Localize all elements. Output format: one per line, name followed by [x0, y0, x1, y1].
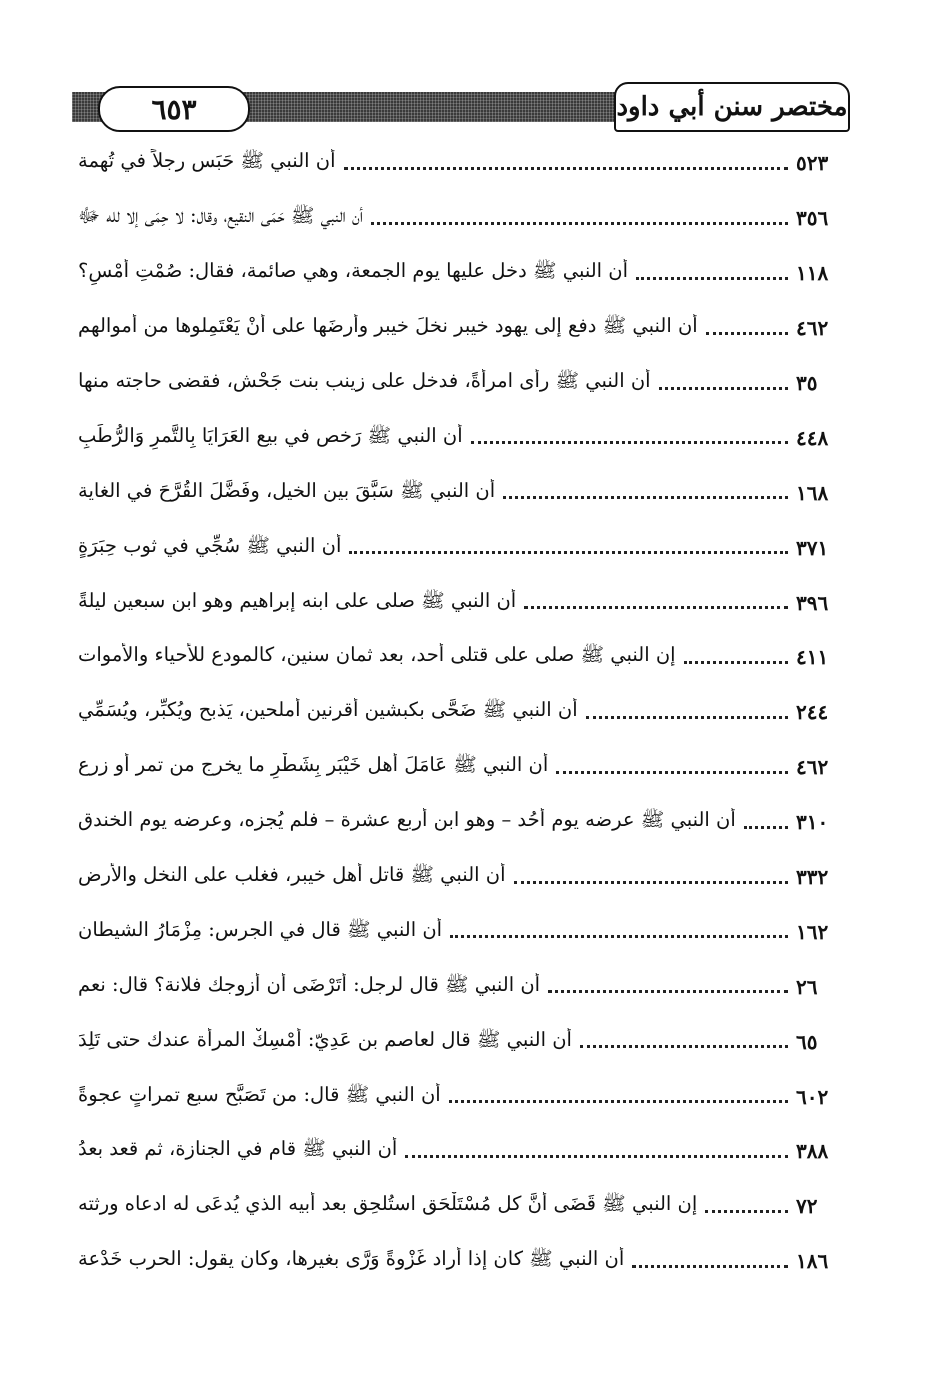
page-ref: ٤٦٢: [796, 755, 829, 780]
page-ref: ٣١٠: [796, 810, 829, 835]
entry-text: إن النبي ﷺ صلى على قتلى أُحد، بعد ثمان سنين، كالمودع للأحياء والأموات: [78, 643, 676, 667]
dot-leader: [471, 439, 788, 444]
page-ref: ٣٣٢: [796, 865, 829, 890]
index-row: [78, 136, 852, 191]
entry-text: أن النبي ﷺ دفع إلى يهود خيبر نخلَ خيبر وأرضَها على أنْ يَعْتَمِلوها من أموالهم: [78, 314, 698, 338]
page-number: ٦٥٣: [98, 86, 250, 132]
entry-text: أن النبي ﷺ دخل عليها يوم الجمعة، وهي صائمة، فقال: صُمْتِ أمْسِ؟: [78, 259, 629, 283]
index-row: [78, 959, 852, 1014]
index-row: [78, 191, 852, 246]
index-row: [78, 850, 852, 905]
dot-leader: [586, 714, 788, 719]
dot-leader: [684, 659, 788, 664]
index-row: [78, 356, 852, 411]
dot-leader: [744, 824, 788, 829]
index-row: [78, 1234, 852, 1289]
page-ref: ٢٤٤: [796, 700, 829, 725]
dot-leader: [632, 1263, 788, 1268]
dot-leader: [580, 1043, 788, 1048]
index-row: [78, 1014, 852, 1069]
page-header: [72, 82, 850, 132]
page-ref: ٤١١: [796, 645, 829, 670]
entry-text: أن النبي ﷺ عرضه يوم أُحُد – وهو ابن أربع عشرة – فلم يُجزه، وعرضه يوم الخندق: [78, 808, 736, 832]
index-row: [78, 685, 852, 740]
entry-text: أن النبي ﷺ قال لعاصم بن عَدِيّ: أمْسِكْ المرأة عندك حتى تَلِدَ: [78, 1027, 572, 1051]
index-row: [78, 1069, 852, 1124]
dot-leader: [514, 879, 789, 884]
dot-leader: [556, 769, 788, 774]
entry-text: أن النبي ﷺ حَبَس رجلاً في تُهمة: [78, 149, 336, 173]
index-row: [78, 1179, 852, 1234]
dot-leader: [705, 1208, 788, 1213]
page-ref: ٦٥: [796, 1029, 818, 1054]
entry-text: أن النبي ﷺ سُجِّي في ثوب حِبَرَةٍ: [78, 533, 342, 557]
entry-text: أن النبي ﷺ كان إذا أراد غَزْوةً وَرَّى بغيرها، وكان يقول: الحرب خَدْعة: [78, 1247, 625, 1271]
page-ref: ٤٤٨: [796, 425, 829, 450]
dot-leader: [706, 330, 788, 335]
entry-text: أن النبي ﷺ قام في الجنازة، ثم قعد بعدُ: [78, 1137, 398, 1161]
page-ref: ١٦٨: [796, 480, 829, 505]
entry-text: أن النبي ﷺ قاتل أهل خيبر، فغلب على النخل والأرض: [78, 863, 506, 887]
index-row: [78, 465, 852, 520]
index-row: [78, 740, 852, 795]
index-row: [78, 301, 852, 356]
index-row: [78, 630, 852, 685]
dot-leader: [405, 1153, 788, 1158]
dot-leader: [503, 494, 788, 499]
entry-text: أن النبي ﷺ صلى على ابنه إبراهيم وهو ابن سبعين ليلةً: [78, 588, 517, 612]
entry-text: أن النبي ﷺ ضَحَّى بكبشين أقرنين أملحين، يَذبح ويُكبِّر، ويُسَمِّي: [78, 698, 578, 722]
entry-text: أن النبي ﷺ عَامَلَ أهل خَيْبَر بِشَطْرِ ما يخرج من تمر أو زرع: [78, 753, 549, 777]
index-row: [78, 410, 852, 465]
entry-text: أن النبي ﷺ قال في الجرس: مِزْمَارُ الشيطان: [78, 917, 443, 941]
dot-leader: [349, 549, 788, 554]
entry-text: أن النبي ﷺ رَخص في بيع العَرَايَا بِالتَّمرِ وَالرُّطَبِ: [78, 423, 463, 447]
entry-text: إن النبي ﷺ قَضَى أنَّ كل مُسْتَلْحَق استُلحِق بعد أبيه الذي يُدعَى له ادعاه ورثته: [78, 1192, 698, 1216]
index-row: [78, 795, 852, 850]
page-ref: ٤٦٢: [796, 316, 829, 341]
page-ref: ٣٨٨: [796, 1139, 829, 1164]
page-ref: ٣٧١: [796, 535, 829, 560]
index-row: [78, 520, 852, 575]
page-ref: ٦٠٢: [796, 1084, 829, 1109]
page-ref: ١٨٦: [796, 1249, 829, 1274]
page-ref: ٢٦: [796, 974, 818, 999]
entry-text: أن النبي ﷺ سَبَّقَ بين الخيل، وفَضَّلَ القُرَّحَ في الغاية: [78, 478, 496, 502]
page-ref: ١٦٢: [796, 919, 829, 944]
dot-leader: [449, 1098, 788, 1103]
page-ref: ٣٩٦: [796, 590, 829, 615]
index-row: [78, 575, 852, 630]
dot-leader: [524, 604, 788, 609]
dot-leader: [548, 988, 788, 993]
hadith-index-list: [78, 136, 852, 1289]
dot-leader: [450, 933, 788, 938]
dot-leader: [371, 220, 788, 225]
dot-leader: [636, 275, 788, 280]
entry-text: أن النبي ﷺ حَمَى النقيع، وقال: لا حِمَى إلا لله ﷻ: [78, 204, 363, 228]
book-title: مختصر سنن أبي داود: [614, 82, 850, 132]
entry-text: أن النبي ﷺ رأى امرأةً، فدخل على زينب بنت جَحْش، فقضى حاجته منها: [78, 369, 651, 392]
dot-leader: [344, 165, 789, 170]
dot-leader: [659, 385, 788, 390]
page-ref: ٥٢٣: [796, 151, 829, 176]
page-ref: ١١٨: [796, 261, 829, 286]
index-row: [78, 1124, 852, 1179]
index-row: [78, 904, 852, 959]
page-ref: ٣٥٦: [796, 206, 829, 231]
entry-text: أن النبي ﷺ قال لرجل: أتَرْضَى أن أُزوجك فلانة؟ قال: نعم: [78, 972, 541, 996]
page-ref: ٧٢: [796, 1194, 818, 1219]
entry-text: أن النبي ﷺ قال: من تَصَبَّح سبع تمراتٍ عجوةً: [78, 1082, 441, 1106]
index-row: [78, 246, 852, 301]
page-ref: ٣٥: [796, 371, 818, 395]
